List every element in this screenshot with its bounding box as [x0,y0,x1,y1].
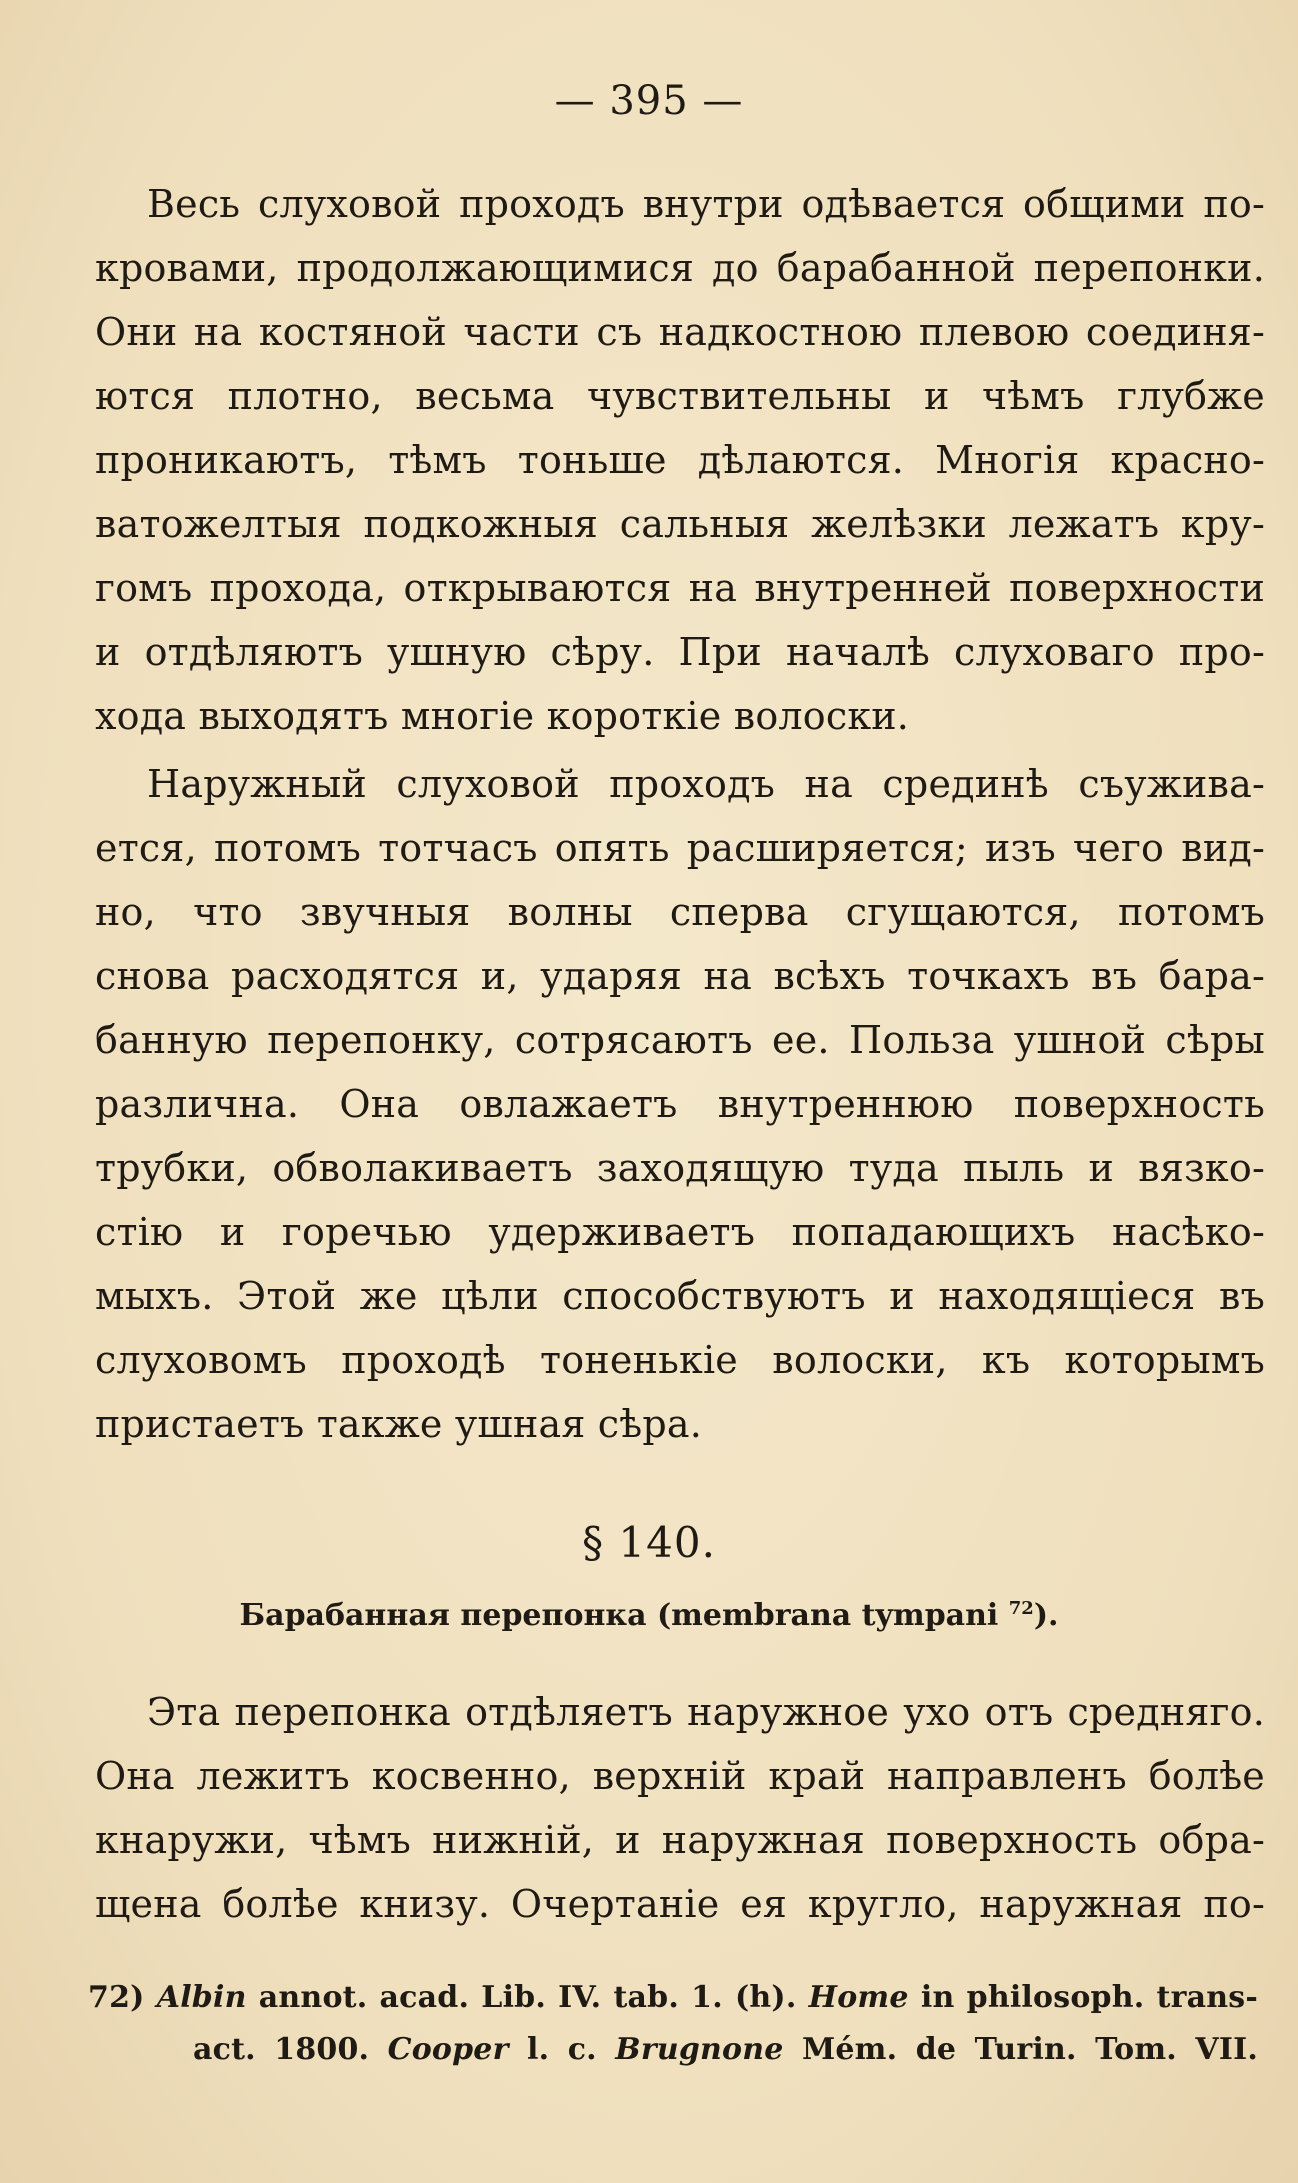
text-line: кровами, продолжающимися до барабанной перепонки. [95,246,1265,290]
text-line: щена болѣе книзу. Очертаніе ея кругло, наружная по- [95,1882,1265,1926]
footnote-number: 72) [88,1980,145,2015]
footnote-text: Mém. de Turin. Tom. VII. [801,2032,1258,2067]
footnote-author: Albin [156,1980,247,2015]
paragraph-2 [95,752,1265,1456]
section-title [0,1598,1298,1633]
footnote-author: Cooper [387,2032,509,2067]
paragraph-3 [95,1680,1265,1936]
footnote-text: in philosoph. trans- [920,1980,1258,2015]
text-line: кнаружи, чѣмъ нижній, и наружная поверхность обра- [95,1818,1265,1862]
footnote-text: act. 1800. [193,2032,370,2067]
text-line: банную перепонку, сотрясаютъ ее. Польза ушной сѣры [95,1018,1265,1062]
text-line: различна. Она овлажаетъ внутреннюю поверхность [95,1082,1265,1126]
footnote [88,1972,1258,2076]
text-line: снова расходятся и, ударяя на всѣхъ точкахъ въ бара- [95,954,1265,998]
text-line: хода выходятъ многіе короткіе волоски. [95,694,910,738]
text-line: Наружный слуховой проходъ на срединѣ съужива- [147,762,1265,806]
section-number: § 140. [582,1518,716,1567]
text-line: и отдѣляютъ ушную сѣру. При началѣ слуховаго про- [95,630,1265,674]
text-line: Они на костяной части съ надкостною плевою соединя- [95,310,1265,354]
page-number: — 395 — [554,78,744,124]
text-line: Эта перепонка отдѣляетъ наружное ухо отъ средняго. [147,1690,1265,1734]
text-line: гомъ прохода, открываются на внутренней поверхности [95,566,1265,610]
footnote-line [88,1972,1258,2024]
text-line: стію и горечью удерживаетъ попадающихъ насѣко- [95,1210,1265,1254]
text-line: Она лежитъ косвенно, верхній край направленъ болѣе [95,1754,1265,1798]
footnote-author: Brugnone [615,2032,784,2067]
footnote-reference: 72 [1008,1598,1034,1619]
text-line: мыхъ. Этой же цѣли способствуютъ и находящіеся въ [95,1274,1265,1318]
text-line: ватожелтыя подкожныя сальныя желѣзки лежатъ кру- [95,502,1265,546]
text-line: слуховомъ проходѣ тоненькіе волоски, къ которымъ [95,1338,1265,1382]
text-line: пристаетъ также ушная сѣра. [95,1402,703,1446]
text-line: ется, потомъ тотчасъ опять расширяется; изъ чего вид- [95,826,1265,870]
footnote-text: annot. acad. Lib. IV. tab. 1. (h). [258,1980,797,2015]
footnote-text: l. c. [527,2032,597,2067]
section-title-text: Барабанная перепонка (membrana tympani [239,1598,999,1633]
text-line: ются плотно, весьма чувствительны и чѣмъ глубже [95,374,1265,418]
text-line: трубки, обволакиваетъ заходящую туда пыль и вязко- [95,1146,1265,1190]
text-line: но, что звучныя волны сперва сгущаются, потомъ [95,890,1265,934]
text-line: проникаютъ, тѣмъ тоньше дѣлаются. Многія красно- [95,438,1265,482]
section-title-end: ). [1033,1598,1059,1633]
text-line: Весь слуховой проходъ внутри одѣвается общими по- [147,182,1265,226]
paragraph-1 [95,172,1265,748]
footnote-author: Home [808,1980,909,2015]
footnote-line [88,2024,1258,2076]
